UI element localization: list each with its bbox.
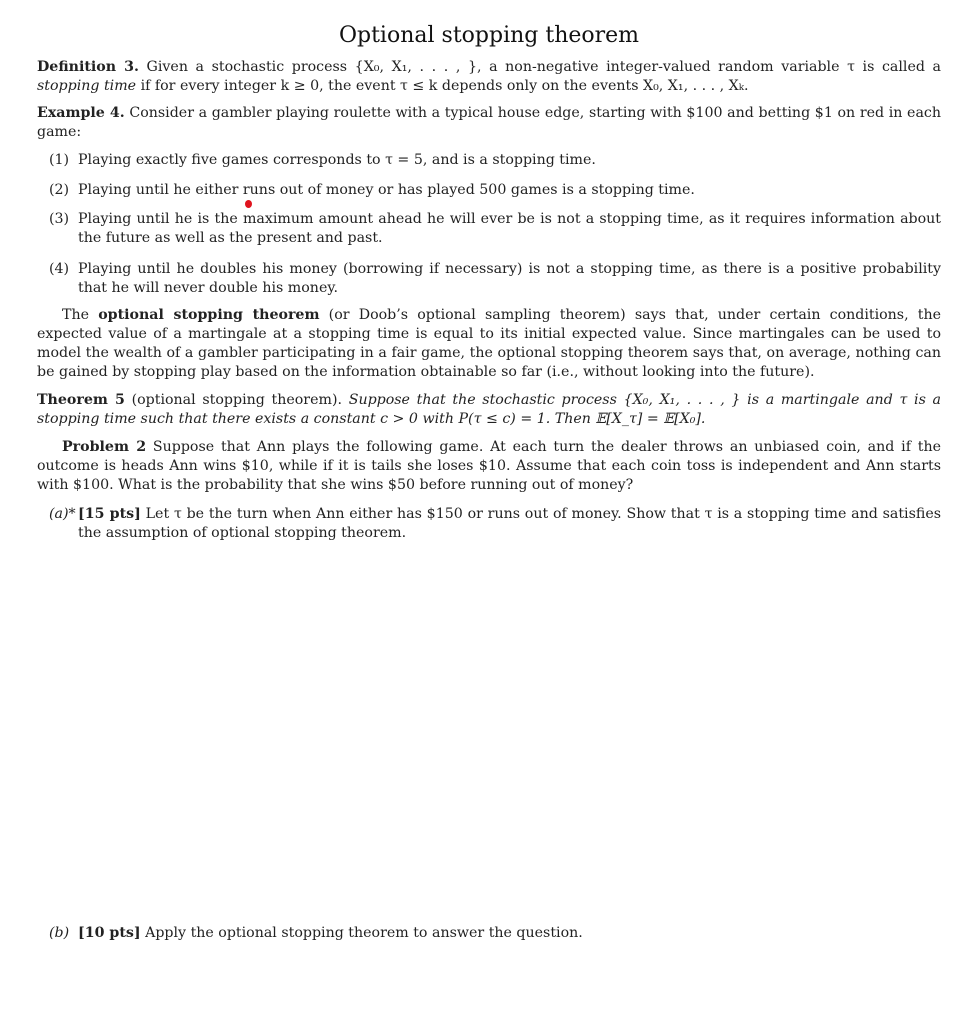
part-b-text: Apply the optional stopping theorem to answer the question. xyxy=(145,925,583,941)
definition-label: Definition 3. xyxy=(37,59,139,75)
problem-text: Suppose that Ann plays the following game. At each turn the dealer throws an unbiased coin, and if the outcome is heads Ann wins $10, while if it is tails she loses $10. Assume that each coin toss is independent and Ann starts with $100. What is the probability that she wins $50 before running out of money? xyxy=(37,439,942,493)
part-a-text: Let τ be the turn when Ann either has $150 or runs out of money. Show that τ is a stopping time and satisfies the assumption of optional stopping theorem. xyxy=(78,506,942,541)
theorem-name: (optional stopping theorem). xyxy=(131,392,342,408)
item-text: Playing exactly five games corresponds to τ = 5, and is a stopping time. xyxy=(78,152,596,168)
example-text: Consider a gambler playing roulette with a typical house edge, starting with $100 and betting $1 on red in each game: xyxy=(37,105,941,140)
definition-term: stopping time xyxy=(37,78,137,94)
paragraph-lead: The xyxy=(62,307,89,323)
part-b-points: [10 pts] xyxy=(78,925,141,941)
paragraph-text: (or Doob’s optional sampling theorem) says that, under certain conditions, the expected value of a martingale at a stopping time is equal to its initial expected value. Since martingales can be used to model the wealth of a gambler participating in a fair game, the optional stopping theorem says that, on average, nothing can be gained by stopping play based on the information obtainable so far (i.e., without looking into the future). xyxy=(37,307,942,380)
part-b xyxy=(49,924,941,943)
paragraph-bold-term: optional stopping theorem xyxy=(98,307,320,323)
list-item xyxy=(49,210,941,248)
theorem-intro-paragraph xyxy=(37,306,941,382)
page-title: Optional stopping theorem xyxy=(338,23,640,48)
item-text: Playing until he doubles his money (borrowing if necessary) is not a stopping time, as there is a positive probability that he will never double his money. xyxy=(78,261,941,296)
problem-label: Problem 2 xyxy=(62,439,147,455)
definition-text-2: if for every integer k ≥ 0, the event τ ≤ k depends only on the events X₀, X₁, . . . , Xₖ. xyxy=(140,78,749,94)
item-number: (3) xyxy=(49,211,70,227)
example-label: Example 4. xyxy=(37,105,125,121)
part-a xyxy=(49,505,941,543)
item-number: (1) xyxy=(49,152,70,168)
item-text: Playing until he is the maximum amount ahead he will ever be is not a stopping time, as it requires information about the future as well as the present and past. xyxy=(78,211,941,246)
theorem-label: Theorem 5 xyxy=(37,392,125,408)
theorem-block xyxy=(37,391,941,429)
example-block xyxy=(37,104,941,142)
item-number: (4) xyxy=(49,261,70,277)
problem-block xyxy=(37,438,941,495)
part-a-points: [15 pts] xyxy=(78,506,141,522)
definition-text-1: Given a stochastic process {X₀, X₁, . . . , }, a non-negative integer-valued random variable τ is called a xyxy=(146,59,941,75)
definition-block xyxy=(37,58,941,96)
part-b-label: (b) xyxy=(49,925,70,941)
item-text: Playing until he either runs out of money or has played 500 games is a stopping time. xyxy=(78,182,695,198)
part-a-label: (a)* xyxy=(49,506,76,522)
list-item xyxy=(49,260,941,298)
item-number: (2) xyxy=(49,182,70,198)
list-item xyxy=(49,151,941,170)
annotation-dot xyxy=(245,200,252,208)
list-item xyxy=(49,181,941,200)
theorem-statement: Suppose that the stochastic process {X₀, X₁, . . . , } is a martingale and τ is a stopping time such that there exists a constant c > 0 with P(τ ≤ c) = 1. Then 𝔼[X_τ] = 𝔼[X₀]. xyxy=(37,392,942,427)
